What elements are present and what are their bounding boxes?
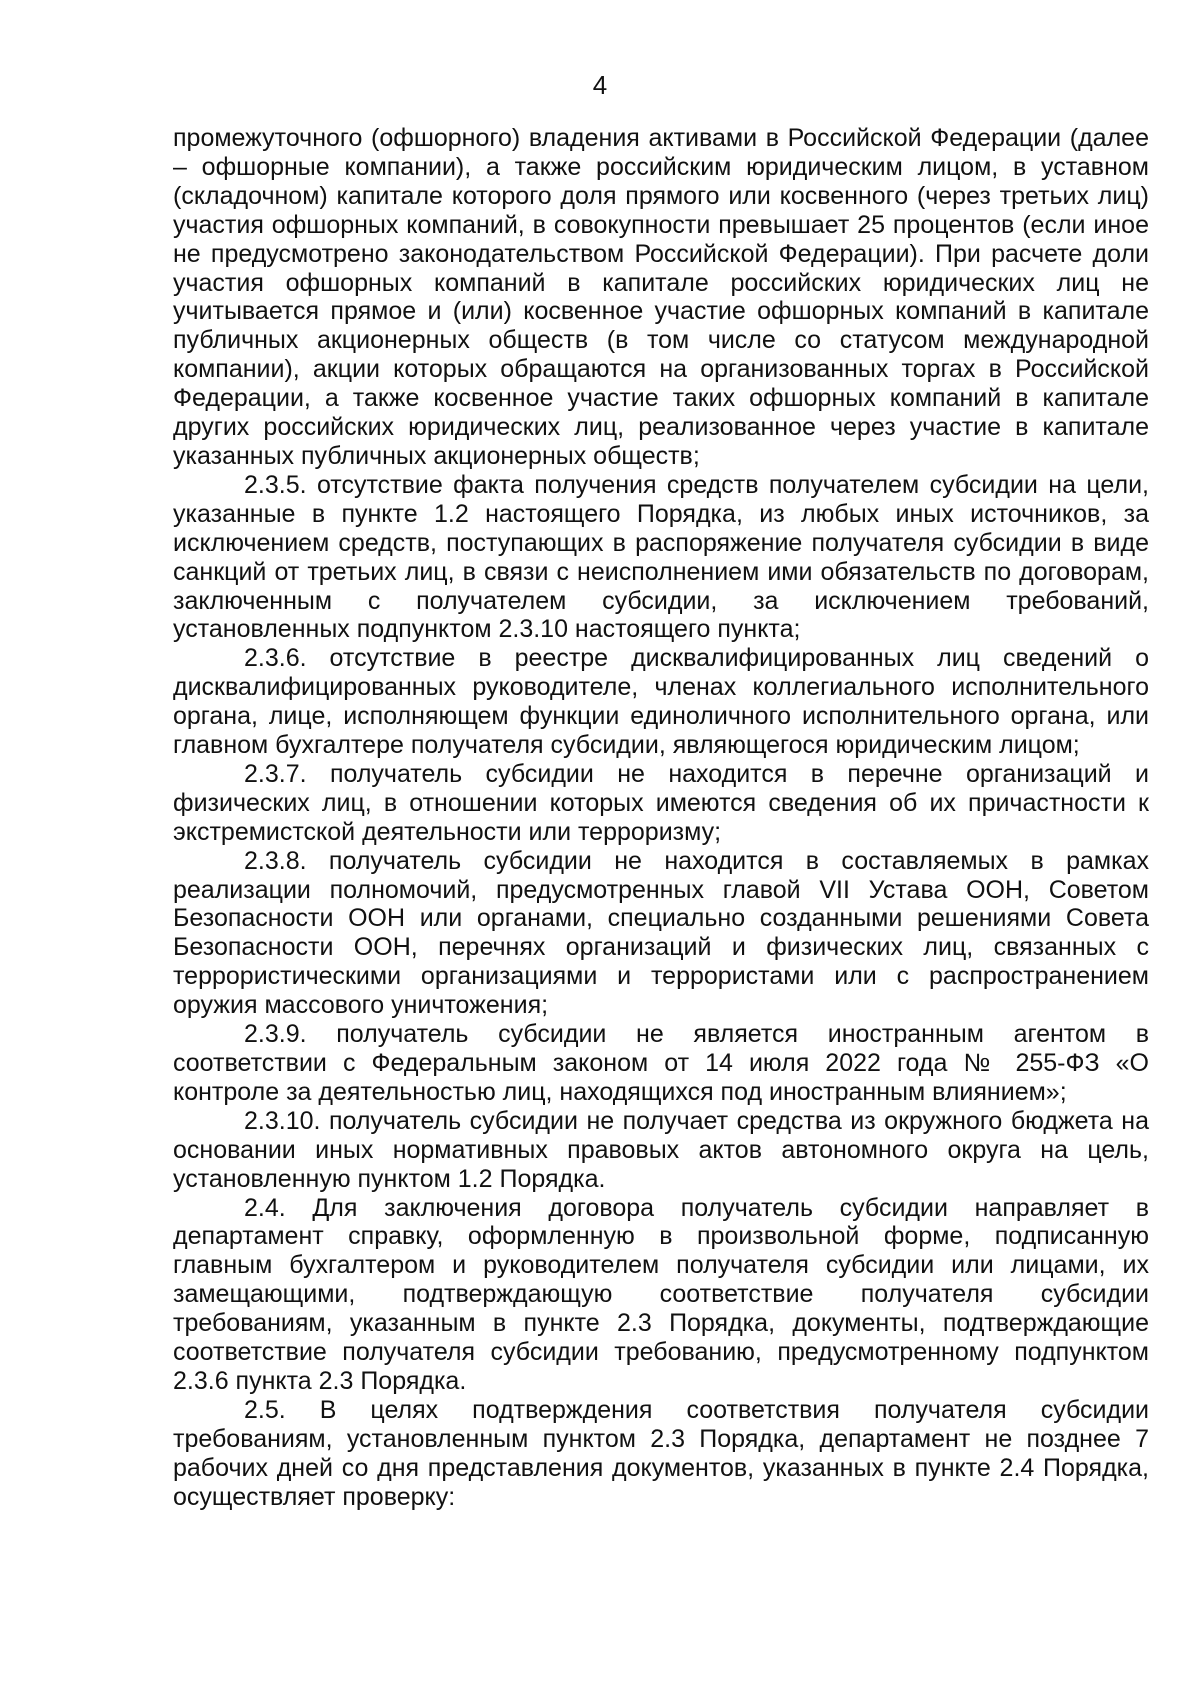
paragraph-continuation: промежуточного (офшорного) владения активами в Российской Федерации (далее – офшорные компании), а также российским юридическим лицом, в уставном (складочном) капитале которого доля прямого или косвенного (через третьих лиц) участия офшорных компаний, в совокупности превышает 25 процентов (если иное не предусмотрено законодательством Российской Федерации). При расчете доли участия офшорных компаний в капитале российских юридических лиц не учитывается прямое и (или) косвенное участие офшорных компаний в капитале публичных акционерных обществ (в том числе со статусом международной компании), акции которых обращаются на организованных торгах в Российской Федерации, а также косвенное участие таких офшорных компаний в капитале других российских юридических лиц, реализованное через участие в капитале указанных публичных акционерных обществ;: [173, 124, 1149, 470]
paragraph-2-3-5: 2.3.5. отсутствие факта получения средств получателем субсидии на цели, указанные в пункте 1.2 настоящего Порядка, из любых иных источников, за исключением средств, поступающих в распоряжение получателя субсидии в виде санкций от третьих лиц, в связи с неисполнением ими обязательств по договорам, заключенным с получателем субсидии, за исключением требований, установленных подпунктом 2.3.10 настоящего пункта;: [173, 470, 1149, 644]
paragraph-2-3-7: 2.3.7. получатель субсидии не находится в перечне организаций и физических лиц, в отношении которых имеются сведения об их причастности к экстремистской деятельности или терроризму;: [173, 759, 1149, 846]
paragraph-2-3-6: 2.3.6. отсутствие в реестре дисквалифицированных лиц сведений о дисквалифицированных руководителе, членах коллегиального исполнительного органа, лице, исполняющем функции единоличного исполнительного органа, или главном бухгалтере получателя субсидии, являющегося юридическим лицом;: [173, 644, 1149, 760]
paragraph-2-5: 2.5. В целях подтверждения соответствия получателя субсидии требованиям, установленным пунктом 2.3 Порядка, департамент не позднее 7 рабочих дней со дня представления документов, указанных в пункте 2.4 Порядка, осуществляет проверку:: [173, 1395, 1149, 1511]
paragraph-2-4: 2.4. Для заключения договора получатель субсидии направляет в департамент справку, оформленную в произвольной форме, подписанную главным бухгалтером и руководителем получателя субсидии или лицами, их замещающими, подтверждающую соответствие получателя субсидии требованиям, указанным в пункте 2.3 Порядка, документы, подтверждающие соответствие получателя субсидии требованию, предусмотренному подпунктом 2.3.6 пункта 2.3 Порядка.: [173, 1193, 1149, 1395]
paragraph-2-3-9: 2.3.9. получатель субсидии не является иностранным агентом в соответствии с Федеральным законом от 14 июля 2022 года № 255-ФЗ «О контроле за деятельностью лиц, находящихся под иностранным влиянием»;: [173, 1020, 1149, 1106]
paragraph-2-3-10: 2.3.10. получатель субсидии не получает средства из окружного бюджета на основании иных нормативных правовых актов автономного округа на цель, установленную пунктом 1.2 Порядка.: [173, 1106, 1149, 1193]
document-body: [173, 124, 1149, 1512]
paragraph-2-3-8: 2.3.8. получатель субсидии не находится в составляемых в рамках реализации полномочий, предусмотренных главой VII Устава ООН, Советом Безопасности ООН или органами, специально созданными решениями Совета Безопасности ООН, перечнях организаций и физических лиц, связанных с террористическими организациями и террористами или с распространением оружия массового уничтожения;: [173, 846, 1149, 1020]
page-number: 4: [592, 70, 608, 100]
